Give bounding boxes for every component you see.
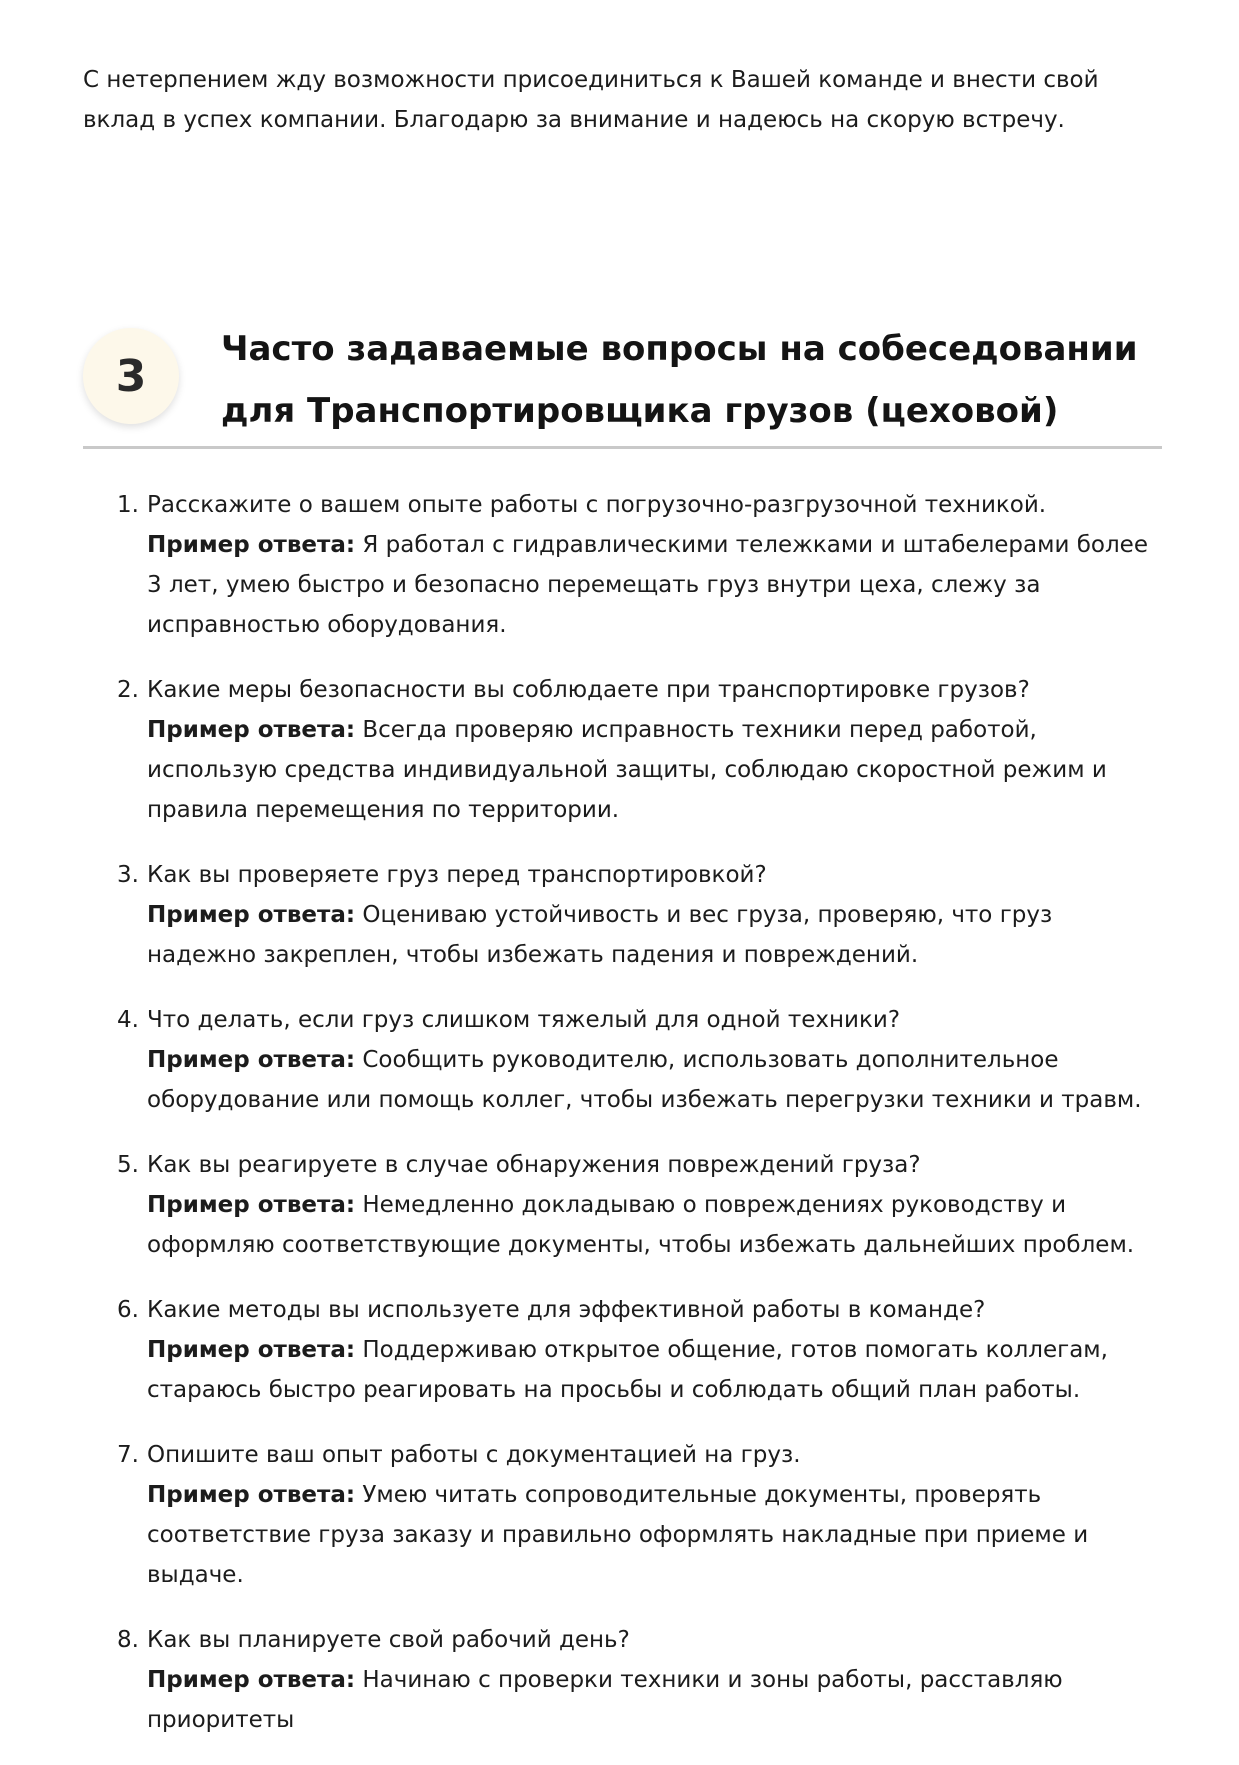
- answer-text: Оцениваю устойчивость и вес груза, проверяю, что груз надежно закреплен, чтобы избежать падения и повреждений.: [147, 902, 1053, 968]
- qa-list: [83, 485, 1163, 1765]
- answer-label: Пример ответа:: [147, 717, 356, 743]
- answer-block: [147, 895, 1163, 975]
- answer-label: Пример ответа:: [147, 1047, 356, 1073]
- answer-label: Пример ответа:: [147, 532, 356, 558]
- intro-paragraph: С нетерпением жду возможности присоединиться к Вашей команде и внести свой вклад в успех компании. Благодарю за внимание и надеюсь на скорую встречу.: [83, 67, 1099, 133]
- qa-item: [83, 1435, 1163, 1595]
- question-text: Как вы проверяете груз перед транспортировкой?: [147, 862, 767, 888]
- qa-item: [83, 855, 1163, 975]
- answer-label: Пример ответа:: [147, 1192, 356, 1218]
- qa-item: [83, 1620, 1163, 1740]
- qa-item: [83, 1000, 1163, 1120]
- question-text: Что делать, если груз слишком тяжелый для одной техники?: [147, 1007, 901, 1033]
- answer-label: Пример ответа:: [147, 1337, 356, 1363]
- qa-item: [83, 485, 1163, 645]
- qa-item: [83, 670, 1163, 830]
- section-header: [83, 318, 1162, 449]
- question-number: 4.: [117, 1007, 139, 1033]
- answer-block: [147, 710, 1163, 830]
- answer-text: Всегда проверяю исправность техники перед работой, использую средства индивидуальной защиты, соблюдаю скоростной режим и правила перемещения по территории.: [147, 717, 1107, 823]
- question-number: 6.: [117, 1297, 139, 1323]
- answer-text: Я работал с гидравлическими тележками и штабелерами более 3 лет, умею быстро и безопасно перемещать груз внутри цеха, слежу за исправностью оборудования.: [147, 532, 1148, 638]
- section-title: Часто задаваемые вопросы на собеседовании для Транспортировщика грузов (цеховой): [221, 329, 1138, 431]
- question-text: Как вы планируете свой рабочий день?: [147, 1627, 630, 1653]
- question-number: 1.: [117, 492, 139, 518]
- question-text: Как вы реагируете в случае обнаружения повреждений груза?: [147, 1152, 921, 1178]
- answer-label: Пример ответа:: [147, 1482, 356, 1508]
- answer-block: [147, 1660, 1163, 1740]
- question-text: Какие методы вы используете для эффективной работы в команде?: [147, 1297, 986, 1323]
- question-number: 2.: [117, 677, 139, 703]
- answer-text: Поддерживаю открытое общение, готов помогать коллегам, стараюсь быстро реагировать на просьбы и соблюдать общий план работы.: [147, 1337, 1108, 1403]
- answer-block: [147, 1330, 1163, 1410]
- answer-label: Пример ответа:: [147, 1667, 356, 1693]
- answer-text: Умею читать сопроводительные документы, проверять соответствие груза заказу и правильно оформлять накладные при приеме и выдаче.: [147, 1482, 1089, 1588]
- question-text: Какие меры безопасности вы соблюдаете при транспортировке грузов?: [147, 677, 1030, 703]
- question-number: 7.: [117, 1442, 139, 1468]
- question-number: 5.: [117, 1152, 139, 1178]
- answer-label: Пример ответа:: [147, 902, 356, 928]
- answer-block: [147, 1475, 1163, 1595]
- section-number-badge: 3: [83, 328, 179, 424]
- question-number: 8.: [117, 1627, 139, 1653]
- qa-item: [83, 1290, 1163, 1410]
- answer-block: [147, 1040, 1163, 1120]
- answer-text: Немедленно докладываю о повреждениях руководству и оформляю соответствующие документы, чтобы избежать дальнейших проблем.: [147, 1192, 1135, 1258]
- question-text: Опишите ваш опыт работы с документацией на груз.: [147, 1442, 801, 1468]
- answer-text: Начинаю с проверки техники и зоны работы, расставляю приоритеты: [147, 1667, 1063, 1733]
- answer-block: [147, 1185, 1163, 1265]
- qa-item: [83, 1145, 1163, 1265]
- answer-block: [147, 525, 1163, 645]
- question-number: 3.: [117, 862, 139, 888]
- question-text: Расскажите о вашем опыте работы с погрузочно-разгрузочной техникой.: [147, 492, 1047, 518]
- answer-text: Сообщить руководителю, использовать дополнительное оборудование или помощь коллег, чтобы избежать перегрузки техники и травм.: [147, 1047, 1142, 1113]
